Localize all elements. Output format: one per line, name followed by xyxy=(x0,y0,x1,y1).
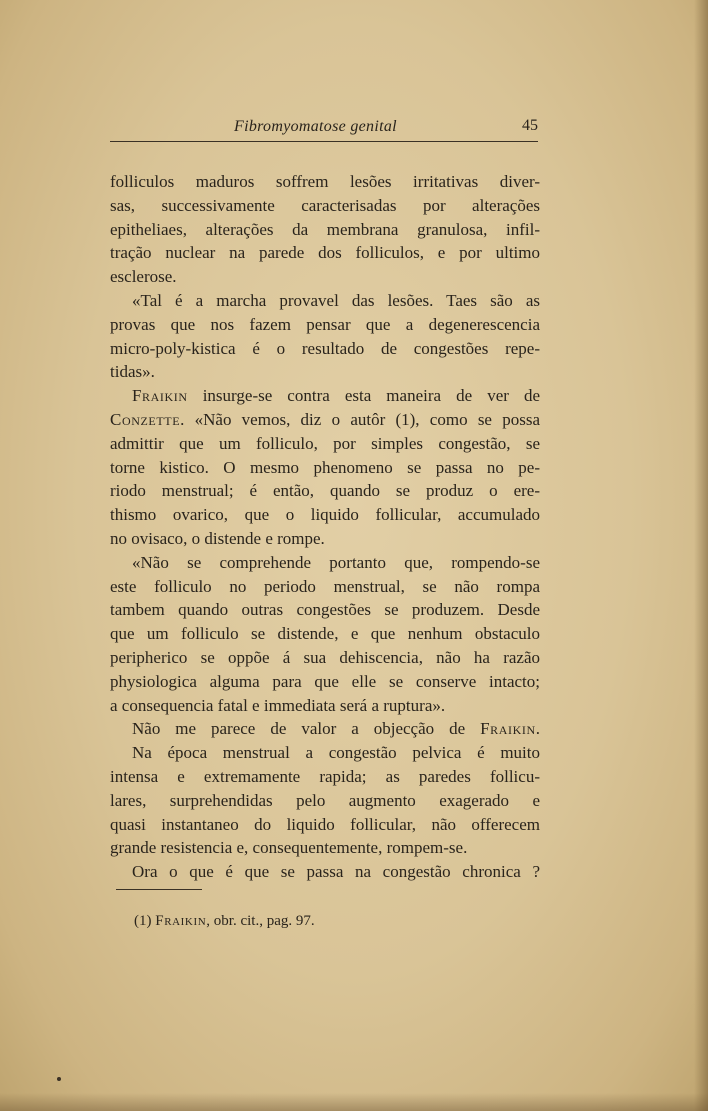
text-line: provas que nos fazem pensar que a degenerescencia xyxy=(110,314,540,334)
page-edge-shadow xyxy=(694,0,708,1111)
text-line: «Tal é a marcha provavel das lesões. Taes são as xyxy=(132,290,540,310)
text-line: Conzette. «Não vemos, diz o autôr (1), como se possa xyxy=(110,409,540,429)
text-line: Na época menstrual a congestão pelvica é muito xyxy=(132,743,540,763)
text-line: Ora o que é que se passa na congestão chronica ? xyxy=(132,862,540,882)
text-line: admittir que um folliculo, por simples congestão, se xyxy=(110,433,540,453)
paper-speck xyxy=(57,1077,61,1081)
body-text xyxy=(110,170,540,884)
text-line: riodo menstrual; é então, quando se produz o ere- xyxy=(110,481,540,501)
text-line: Não me parece de valor a objecção de Fraikin. xyxy=(132,719,540,739)
footnote xyxy=(134,913,315,930)
footnote-marker: (1) xyxy=(134,913,152,929)
text-line: tração nuclear na parede dos folliculos, e por ultimo xyxy=(110,243,540,263)
text-line: quasi instantaneo do liquido follicular, não offerecem xyxy=(110,814,540,834)
text-line: epitheliaes, alterações da membrana granulosa, infil- xyxy=(110,219,540,239)
text-line: folliculos maduros soffrem lesões irritativas diver- xyxy=(110,172,540,191)
author-name: Fraikin xyxy=(480,719,536,739)
footnote-rule xyxy=(116,889,202,890)
text-line: intensa e extremamente rapida; as paredes follicu- xyxy=(110,766,540,786)
footnote-text: , obr. cit., pag. 97. xyxy=(206,913,315,929)
text-line: peripherico se oppõe á sua dehiscencia, não ha razão xyxy=(110,647,540,667)
running-header xyxy=(110,114,540,142)
text-line: que um folliculo se distende, e que nenhum obstaculo xyxy=(110,624,540,644)
author-name: Conzette xyxy=(110,409,181,429)
text-line: lares, surprehendidas pelo augmento exagerado e xyxy=(110,790,540,810)
text-line: tambem quando outras congestões se produzem. Desde xyxy=(110,600,540,620)
text-line: thismo ovarico, que o liquido follicular, accumulado xyxy=(110,505,540,525)
text-line: este folliculo no periodo menstrual, se não rompa xyxy=(110,576,540,596)
footnote-author: Fraikin xyxy=(155,913,207,929)
text-line: Fraikin insurge-se contra esta maneira de ver de xyxy=(132,386,540,406)
text-line: «Não se comprehende portanto que, rompendo-se xyxy=(132,552,540,572)
text-line: grande resistencia e, consequentemente, rompem-se. xyxy=(110,838,468,858)
header-rule xyxy=(110,141,538,142)
running-title: Fibromyomatose genital xyxy=(234,118,397,135)
text-line: torne kistico. O mesmo phenomeno se passa no pe- xyxy=(110,457,540,477)
text-line: physiologica alguma para que elle se conserve intacto; xyxy=(110,671,540,691)
page-bottom-shadow xyxy=(0,1093,708,1111)
author-name: Fraikin xyxy=(132,386,188,406)
page-number: 45 xyxy=(522,117,538,134)
text-line: sas, successivamente caracterisadas por alterações xyxy=(110,195,540,215)
text-line: micro-poly-kistica é o resultado de congestões repe- xyxy=(110,338,540,358)
text-line: a consequencia fatal e immediata será a ruptura». xyxy=(110,695,446,715)
text-line: tidas». xyxy=(110,362,155,382)
text-line: no ovisaco, o distende e rompe. xyxy=(110,528,325,548)
text-line: esclerose. xyxy=(110,267,177,287)
